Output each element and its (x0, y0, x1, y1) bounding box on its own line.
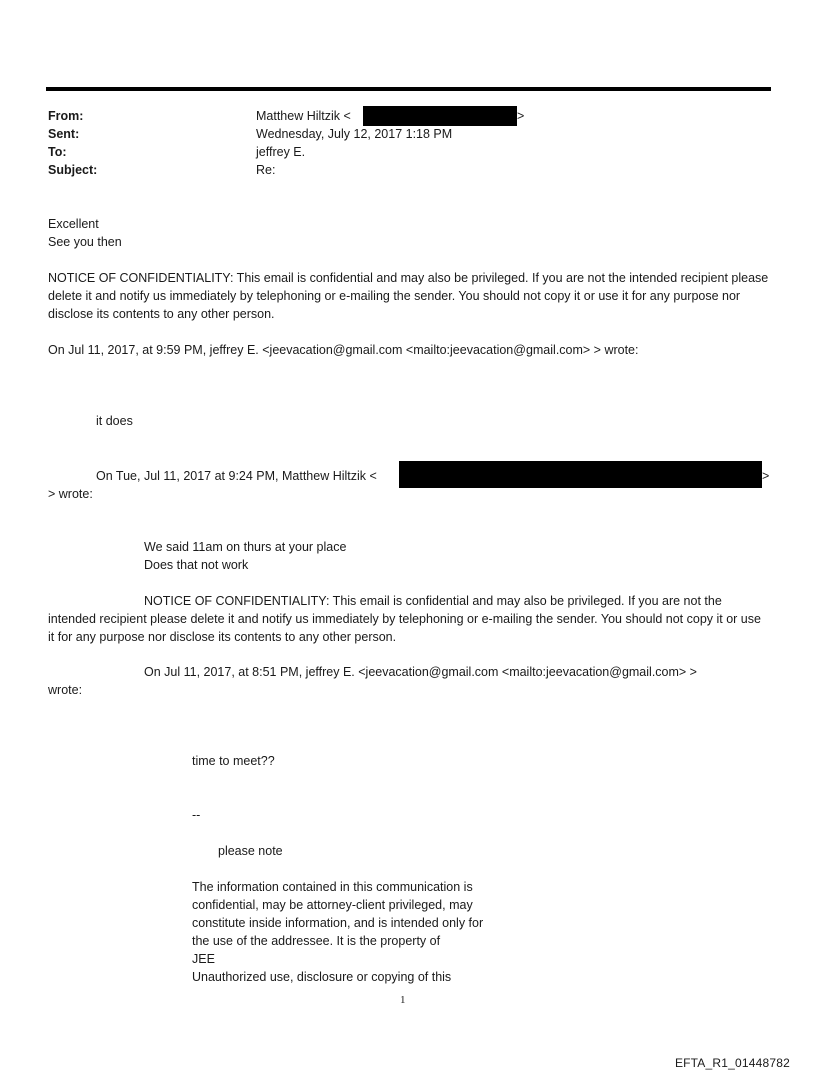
reply-time-to-meet: time to meet?? (192, 754, 275, 768)
disclaimer-line: the use of the addressee. It is the property of (192, 934, 441, 948)
subject-value: Re: (256, 163, 276, 177)
quote-header-1: On Jul 11, 2017, at 9:59 PM, jeffrey E. <jeevacation@gmail.com <mailto:jeevacation@gmail.com> > wrote: (48, 343, 639, 357)
quote-header-3-wrote: wrote: (48, 683, 83, 697)
body-line-see-you: See you then (48, 235, 122, 249)
body-line-excellent: Excellent (48, 217, 99, 231)
to-value: jeffrey E. (256, 145, 306, 159)
quote-header-2-close: > (762, 469, 770, 483)
quote-header-2: On Tue, Jul 11, 2017 at 9:24 PM, Matthew Hiltzik < (96, 469, 377, 483)
disclaimer-line: constitute inside information, and is intended only for (192, 916, 484, 930)
from-close: > (517, 109, 525, 123)
disclaimer-line: The information contained in this communication is (192, 880, 473, 894)
confidentiality-notice-2-rest: intended recipient please delete it and notify us immediately by telephoning or e-mailing the sender. You should not copy it or use it for any purpose nor disclose its contents to any other person. (48, 612, 761, 644)
to-label: To: (48, 145, 67, 159)
signature-dash: -- (192, 808, 201, 822)
reply-line-1: We said 11am on thurs at your place (144, 540, 347, 554)
redaction-block (363, 106, 517, 126)
reply-line-2: Does that not work (144, 558, 249, 572)
disclaimer-line: Unauthorized use, disclosure or copying of this (192, 970, 452, 984)
from-label: From: (48, 109, 84, 123)
confidentiality-notice: NOTICE OF CONFIDENTIALITY: This email is confidential and may also be privileged. If you are not the intended recipient please delete it and notify us immediately by telephoning or e-mailing the sender. You should not copy it or use it for any purpose nor disclose its contents to any other person. (48, 271, 769, 321)
redaction-block (399, 461, 762, 488)
document-id: EFTA_R1_01448782 (674, 1056, 790, 1070)
disclaimer-line: JEE (192, 952, 215, 966)
sent-value: Wednesday, July 12, 2017 1:18 PM (256, 127, 453, 141)
from-value: Matthew Hiltzik < (256, 109, 351, 123)
reply-it-does: it does (96, 414, 133, 428)
header-rule (46, 87, 771, 91)
quote-header-3: On Jul 11, 2017, at 8:51 PM, jeffrey E. <jeevacation@gmail.com <mailto:jeevacation@gmail.com> > (144, 665, 697, 679)
subject-label: Subject: (48, 163, 98, 177)
please-note: please note (218, 844, 283, 858)
sent-label: Sent: (48, 127, 80, 141)
quote-header-2-wrote: > wrote: (48, 487, 93, 501)
disclaimer-line: confidential, may be attorney-client privileged, may (192, 898, 473, 912)
page-number: 1 (400, 994, 406, 1006)
confidentiality-notice-2-first: NOTICE OF CONFIDENTIALITY: This email is confidential and may also be privileged. If you are not the (144, 594, 722, 608)
